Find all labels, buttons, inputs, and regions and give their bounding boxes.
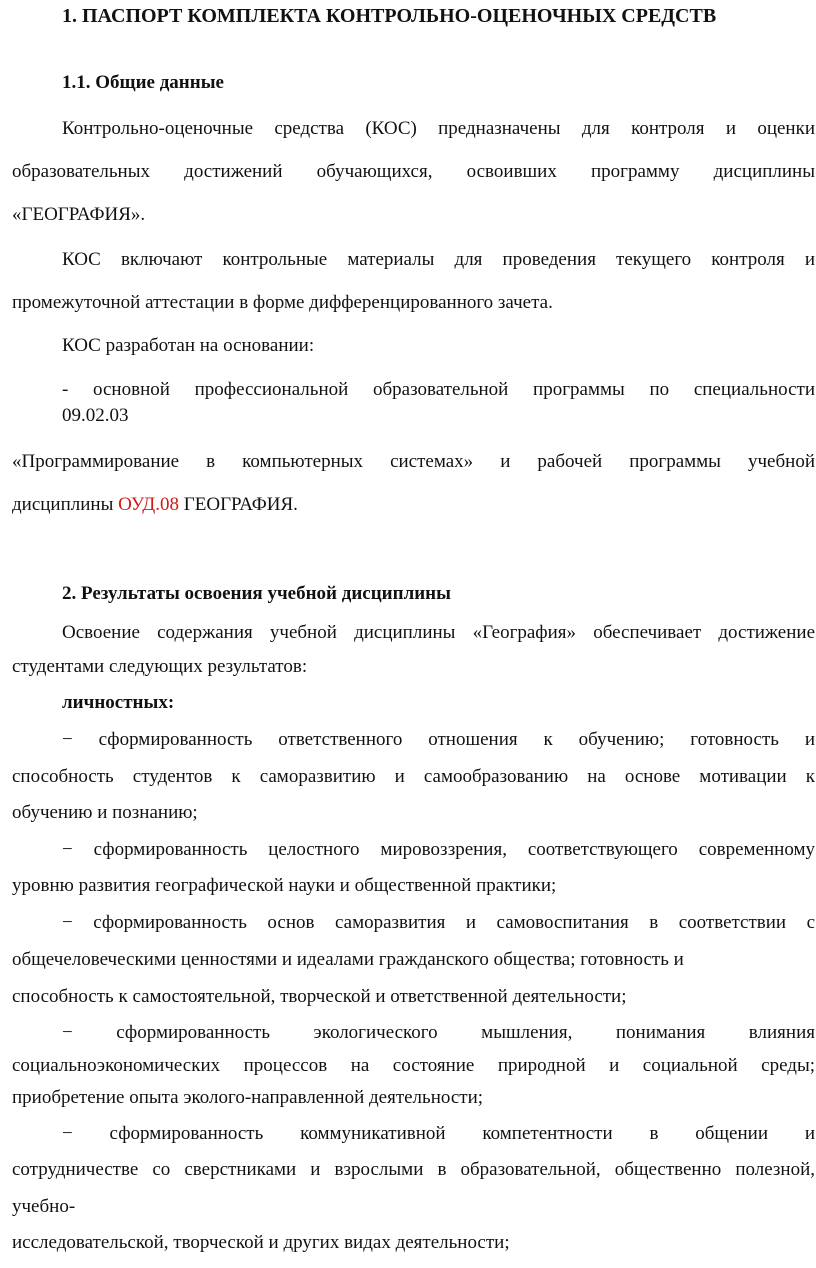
- section-heading-results: 2. Результаты освоения учебной дисциплины: [62, 583, 451, 604]
- paragraph-line: КОС включают контрольные материалы для проведения текущего контроля и: [62, 249, 815, 270]
- discipline-code: ОУД.08: [118, 494, 180, 515]
- list-item-line: социальноэкономических процессов на состояние природной и социальной среды;: [12, 1055, 815, 1076]
- paragraph-line: промежуточной аттестации в форме дифференцированного зачета.: [12, 292, 553, 313]
- paragraph-line: «ГЕОГРАФИЯ».: [12, 204, 146, 225]
- list-item-line: учебно-: [12, 1196, 76, 1217]
- paragraph-line: «Программирование в компьютерных системах» и рабочей программы учебной: [12, 451, 815, 472]
- text-span: дисциплины: [12, 494, 119, 515]
- text-span: ГЕОГРАФИЯ.: [179, 494, 298, 515]
- list-item-line: исследовательской, творческой и других видах деятельности;: [12, 1232, 510, 1253]
- list-item-line: − сформированность экологического мышления, понимания влияния: [62, 1022, 815, 1043]
- paragraph-line: [12, 493, 298, 517]
- paragraph-line: Освоение содержания учебной дисциплины «География» обеспечивает достижение: [62, 622, 815, 643]
- paragraph-line: студентами следующих результатов:: [12, 656, 308, 677]
- list-item-line: общечеловеческими ценностями и идеалами гражданского общества; готовность и: [12, 949, 684, 970]
- personal-results-label: личностных:: [62, 692, 175, 713]
- list-item-line: приобретение опыта эколого-направленной деятельности;: [12, 1087, 484, 1108]
- list-item-line: сотрудничестве со сверстниками и взрослыми в образовательной, общественно полезной,: [12, 1159, 815, 1180]
- list-item-line: − сформированность коммуникативной компетентности в общении и: [62, 1123, 815, 1144]
- list-item-line: обучению и познанию;: [12, 802, 198, 823]
- list-item-line: − сформированность ответственного отношения к обучению; готовность и: [62, 729, 815, 750]
- paragraph-line: Контрольно-оценочные средства (КОС) предназначены для контроля и оценки: [62, 118, 815, 139]
- paragraph-line: образовательных достижений обучающихся, освоивших программу дисциплины: [12, 161, 815, 182]
- document-title: 1. ПАСПОРТ КОМПЛЕКТА КОНТРОЛЬНО-ОЦЕНОЧНЫХ СРЕДСТВ: [62, 5, 717, 27]
- specialty-code: 09.02.03: [62, 405, 129, 426]
- list-item-line: уровню развития географической науки и общественной практики;: [12, 875, 557, 896]
- paragraph-line: - основной профессиональной образовательной программы по специальности: [62, 379, 815, 400]
- section-heading-general-data: 1.1. Общие данные: [62, 72, 224, 93]
- paragraph-line: КОС разработан на основании:: [62, 335, 315, 356]
- list-item-line: − сформированность основ саморазвития и самовоспитания в соответствии с: [62, 912, 815, 933]
- list-item-line: способность студентов к саморазвитию и самообразованию на основе мотивации к: [12, 766, 815, 787]
- list-item-line: способность к самостоятельной, творческой и ответственной деятельности;: [12, 986, 627, 1007]
- list-item-line: − сформированность целостного мировоззрения, соответствующего современному: [62, 839, 815, 860]
